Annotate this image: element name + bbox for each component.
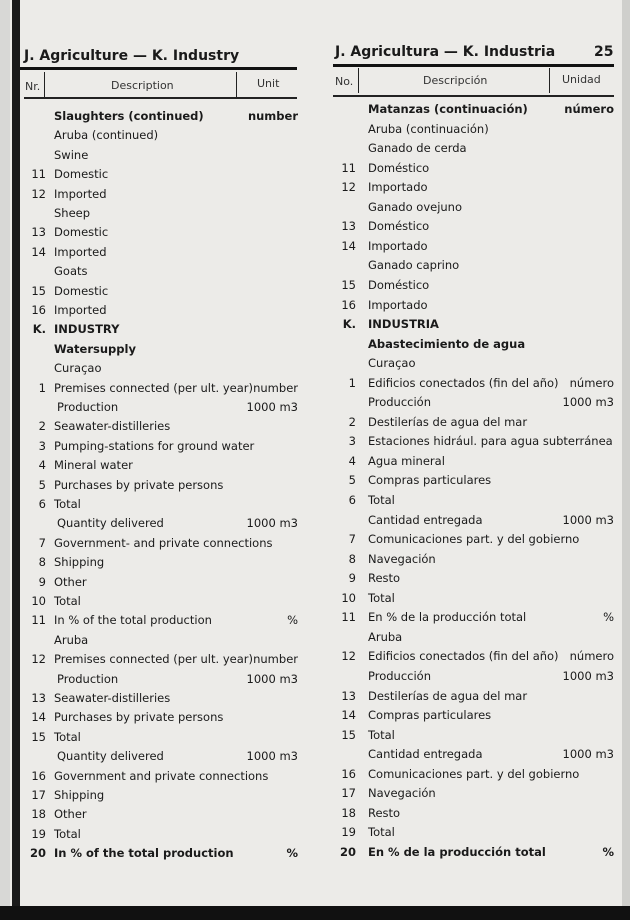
table-row xyxy=(24,652,298,671)
right-header-description: Descripción xyxy=(423,74,488,87)
row-unit: number xyxy=(253,380,298,395)
row-description: Domestic xyxy=(54,225,109,240)
row-number: 16 xyxy=(341,766,356,781)
row-number: 1 xyxy=(348,375,356,390)
row-number: 11 xyxy=(341,160,356,175)
table-row xyxy=(24,303,298,322)
row-description: Aruba xyxy=(54,632,89,647)
row-description: Mineral water xyxy=(54,458,133,473)
row-description: Doméstico xyxy=(368,160,430,175)
row-number: 10 xyxy=(341,590,356,605)
row-number: 15 xyxy=(31,729,46,744)
row-description: Total xyxy=(54,497,81,511)
row-description: Importado xyxy=(368,180,428,195)
book-gutter xyxy=(12,0,20,920)
row-description: Production xyxy=(57,400,119,414)
right-header-divider xyxy=(358,68,359,93)
table-row xyxy=(334,395,614,414)
row-description: Curaçao xyxy=(54,361,102,376)
right-header-divider xyxy=(549,68,550,93)
table-row xyxy=(24,148,298,167)
table-row xyxy=(24,497,298,516)
row-description: Importado xyxy=(368,238,428,253)
row-number: 12 xyxy=(341,180,356,195)
row-number: 6 xyxy=(38,497,46,511)
right-header-nr: No. xyxy=(335,75,354,88)
row-unit: número xyxy=(569,649,614,664)
right-header-unit: Unidad xyxy=(562,73,601,86)
table-row xyxy=(24,322,298,341)
left-section-title: J. Agriculture — K. Industry xyxy=(24,48,240,64)
table-row xyxy=(334,825,614,844)
table-row xyxy=(334,415,614,434)
row-description: Premises connected (per ult. year) xyxy=(54,652,253,667)
row-unit: 1000 m3 xyxy=(246,516,298,531)
row-number: 2 xyxy=(38,419,46,434)
row-number: 7 xyxy=(348,532,356,547)
table-row xyxy=(334,786,614,805)
table-row xyxy=(24,827,298,846)
left-header-divider xyxy=(236,72,237,98)
right-title-rule xyxy=(333,64,614,67)
left-header-rule xyxy=(24,97,297,99)
row-description: Ganado ovejuno xyxy=(368,199,463,214)
row-description: Ganado caprino xyxy=(368,258,460,273)
right-header-rule xyxy=(333,95,614,97)
table-row xyxy=(334,161,614,180)
table-row xyxy=(334,122,614,141)
row-number: 17 xyxy=(341,786,356,801)
row-number: 3 xyxy=(38,438,46,453)
row-description: Resto xyxy=(368,805,401,820)
row-description: Total xyxy=(368,590,395,605)
table-row xyxy=(24,536,298,555)
row-description: Domestic xyxy=(54,283,109,298)
row-description: Navegación xyxy=(368,786,436,801)
row-number: 5 xyxy=(38,477,46,492)
row-number: 11 xyxy=(341,610,356,625)
table-row xyxy=(24,284,298,303)
row-description: Edificios conectados (fin del año) xyxy=(368,649,559,664)
table-row xyxy=(24,245,298,264)
table-row xyxy=(334,239,614,258)
row-number: 20 xyxy=(339,844,356,859)
table-row xyxy=(334,845,614,864)
row-description: Navegación xyxy=(368,551,436,566)
table-row xyxy=(334,728,614,747)
table-row xyxy=(334,610,614,629)
table-row xyxy=(24,187,298,206)
row-description: Quantity delivered xyxy=(57,749,164,764)
row-unit: number xyxy=(247,109,298,123)
row-description: Other xyxy=(54,574,87,589)
row-description: Comunicaciones part. y del gobierno xyxy=(368,766,580,781)
table-row xyxy=(334,806,614,825)
row-description: Sheep xyxy=(54,206,91,220)
row-description: Total xyxy=(54,594,81,608)
table-row xyxy=(334,337,614,356)
table-row xyxy=(334,356,614,375)
row-description: Destilerías de agua del mar xyxy=(368,414,528,429)
table-row xyxy=(334,767,614,786)
row-description: Aruba (continued) xyxy=(54,128,159,143)
right-section-title: J. Agricultura — K. Industria xyxy=(335,44,556,60)
row-description: Estaciones hidrául. para agua subterránea xyxy=(368,434,613,449)
row-description: Edificios conectados (fin del año) xyxy=(368,375,559,390)
row-number: 10 xyxy=(31,594,46,608)
row-description: Destilerías de agua del mar xyxy=(368,688,528,703)
row-number: 14 xyxy=(31,710,46,725)
row-description: Importado xyxy=(368,297,428,312)
row-description: INDUSTRIA xyxy=(368,317,439,332)
row-description: Slaughters (continued) xyxy=(54,109,204,123)
row-number: 13 xyxy=(341,688,356,703)
row-description: Producción xyxy=(368,668,431,683)
table-row xyxy=(334,591,614,610)
row-description: Production xyxy=(57,671,119,686)
row-description: Shipping xyxy=(54,555,105,570)
row-unit: % xyxy=(287,613,298,628)
row-unit: number xyxy=(253,652,298,667)
row-number: 19 xyxy=(31,826,46,841)
table-row xyxy=(24,575,298,594)
row-number: 18 xyxy=(31,807,46,822)
table-row xyxy=(24,478,298,497)
table-row xyxy=(334,473,614,492)
table-row xyxy=(24,167,298,186)
row-number: 13 xyxy=(31,691,46,705)
row-description: En % de la producción total xyxy=(368,844,546,859)
row-description: Producción xyxy=(368,395,431,410)
row-description: Agua mineral xyxy=(368,453,445,468)
table-row xyxy=(334,219,614,238)
row-description: Imported xyxy=(54,303,107,317)
row-description: Resto xyxy=(368,571,401,586)
row-description: Total xyxy=(368,727,395,742)
row-number: 4 xyxy=(38,458,46,473)
row-unit: % xyxy=(602,844,614,859)
row-number: 11 xyxy=(31,613,46,628)
row-unit: número xyxy=(569,375,614,390)
row-description: Total xyxy=(368,825,395,840)
table-row xyxy=(24,730,298,749)
row-description: En % de la producción total xyxy=(368,610,527,625)
table-row xyxy=(24,128,298,147)
table-row xyxy=(24,672,298,691)
row-number: 9 xyxy=(38,574,46,589)
table-row xyxy=(24,400,298,419)
table-row xyxy=(334,258,614,277)
table-row xyxy=(24,516,298,535)
row-description: Imported xyxy=(54,186,107,201)
table-row xyxy=(24,439,298,458)
row-number: 13 xyxy=(341,219,356,234)
table-row xyxy=(24,361,298,380)
table-row xyxy=(24,109,298,128)
table-row xyxy=(334,298,614,317)
row-number: 3 xyxy=(348,434,356,449)
row-description: Quantity delivered xyxy=(57,516,164,531)
table-row xyxy=(334,571,614,590)
left-header-unit: Unit xyxy=(257,77,280,90)
row-number: 6 xyxy=(348,493,356,507)
row-unit: 1000 m3 xyxy=(562,747,614,762)
row-description: INDUSTRY xyxy=(54,322,120,337)
table-row xyxy=(334,102,614,121)
row-number: 1 xyxy=(38,380,46,395)
row-description: Aruba (continuación) xyxy=(368,121,489,136)
row-number: 15 xyxy=(341,277,356,292)
row-unit: % xyxy=(286,846,298,861)
row-number: K. xyxy=(342,317,356,332)
table-row xyxy=(334,532,614,551)
row-description: Government- and private connections xyxy=(54,535,273,550)
row-unit: 1000 m3 xyxy=(562,668,614,683)
row-description: Comunicaciones part. y del gobierno xyxy=(368,532,580,547)
table-row xyxy=(334,747,614,766)
row-number: 12 xyxy=(31,652,46,667)
row-description: Cantidad entregada xyxy=(368,747,483,762)
table-row xyxy=(334,669,614,688)
table-row xyxy=(334,493,614,512)
row-description: Domestic xyxy=(54,167,109,182)
row-description: Doméstico xyxy=(368,277,430,292)
row-unit: 1000 m3 xyxy=(562,512,614,527)
row-unit: 1000 m3 xyxy=(562,395,614,410)
left-header-divider xyxy=(44,72,45,98)
table-row xyxy=(24,206,298,225)
table-row xyxy=(24,613,298,632)
row-description: Seawater-distilleries xyxy=(54,419,171,434)
table-row xyxy=(24,633,298,652)
row-description: Watersupply xyxy=(54,341,136,356)
table-row xyxy=(334,434,614,453)
row-description: Purchases by private persons xyxy=(54,710,224,725)
table-row xyxy=(334,552,614,571)
table-row xyxy=(334,689,614,708)
row-description: Pumping-stations for ground water xyxy=(54,438,255,453)
table-row xyxy=(334,141,614,160)
row-unit: 1000 m3 xyxy=(246,671,298,686)
row-description: Goats xyxy=(54,264,88,279)
row-description: Seawater-distilleries xyxy=(54,691,171,705)
table-row xyxy=(334,180,614,199)
row-description: Government and private connections xyxy=(54,768,269,783)
table-row xyxy=(334,708,614,727)
row-description: Total xyxy=(54,729,81,744)
bottom-border xyxy=(0,906,630,920)
left-header-description: Description xyxy=(111,79,174,92)
row-description: Matanzas (continuación) xyxy=(368,102,528,116)
row-description: Purchases by private persons xyxy=(54,477,224,492)
row-number: 9 xyxy=(348,571,356,586)
row-number: 12 xyxy=(31,186,46,201)
left-title-rule xyxy=(20,67,297,70)
row-description: In % of the total production xyxy=(54,613,212,628)
row-number: 20 xyxy=(29,846,46,861)
table-row xyxy=(334,513,614,532)
row-description: In % of the total production xyxy=(54,846,234,861)
table-row xyxy=(24,264,298,283)
table-row xyxy=(24,691,298,710)
table-row xyxy=(334,649,614,668)
row-number: 19 xyxy=(341,825,356,840)
row-unit: 1000 m3 xyxy=(246,749,298,764)
row-number: 14 xyxy=(341,238,356,253)
row-number: 8 xyxy=(38,555,46,570)
table-row xyxy=(334,200,614,219)
table-row xyxy=(24,458,298,477)
table-row xyxy=(24,342,298,361)
row-description: Cantidad entregada xyxy=(368,512,483,527)
table-row xyxy=(24,846,298,865)
row-number: 15 xyxy=(341,727,356,742)
page-edge-shadow xyxy=(622,0,630,906)
table-row xyxy=(24,710,298,729)
table-row xyxy=(334,317,614,336)
row-unit: número xyxy=(564,102,614,116)
row-description: Premises connected (per ult. year) xyxy=(54,380,253,395)
row-description: Total xyxy=(368,493,395,507)
row-number: 17 xyxy=(31,788,46,802)
row-number: 12 xyxy=(341,649,356,664)
table-row xyxy=(24,749,298,768)
row-number: 16 xyxy=(31,303,46,317)
row-description: Other xyxy=(54,807,87,822)
row-description: Shipping xyxy=(54,788,105,802)
table-row xyxy=(24,555,298,574)
table-row xyxy=(334,278,614,297)
row-number: K. xyxy=(32,322,46,337)
row-description: Swine xyxy=(54,147,89,162)
row-description: Total xyxy=(54,826,81,841)
table-row xyxy=(24,807,298,826)
facing-page-edge xyxy=(0,0,10,920)
left-header-nr: Nr. xyxy=(25,80,41,93)
row-number: 2 xyxy=(348,414,356,429)
row-number: 14 xyxy=(341,708,356,723)
row-description: Aruba xyxy=(368,629,403,644)
row-number: 8 xyxy=(348,551,356,566)
table-row xyxy=(334,376,614,395)
table-row xyxy=(24,788,298,807)
row-description: Compras particulares xyxy=(368,708,492,723)
row-number: 16 xyxy=(341,297,356,312)
row-number: 13 xyxy=(31,225,46,240)
row-description: Imported xyxy=(54,244,107,259)
row-number: 16 xyxy=(31,768,46,783)
table-row xyxy=(24,381,298,400)
row-number: 5 xyxy=(348,473,356,488)
row-unit: 1000 m3 xyxy=(246,400,298,414)
row-number: 11 xyxy=(31,167,46,182)
table-row xyxy=(24,769,298,788)
table-row xyxy=(334,630,614,649)
table-row xyxy=(24,419,298,438)
row-description: Compras particulares xyxy=(368,473,492,488)
row-number: 15 xyxy=(31,283,46,298)
row-description: Abastecimiento de agua xyxy=(368,336,526,351)
row-description: Ganado de cerda xyxy=(368,141,467,156)
table-row xyxy=(24,225,298,244)
table-row xyxy=(24,594,298,613)
row-number: 14 xyxy=(31,244,46,259)
table-row xyxy=(334,454,614,473)
row-number: 4 xyxy=(348,453,356,468)
row-number: 18 xyxy=(341,805,356,820)
page-number: 25 xyxy=(594,44,614,60)
row-number: 7 xyxy=(38,535,46,550)
row-description: Doméstico xyxy=(368,219,430,234)
row-description: Curaçao xyxy=(368,356,416,371)
row-unit: % xyxy=(603,610,614,625)
